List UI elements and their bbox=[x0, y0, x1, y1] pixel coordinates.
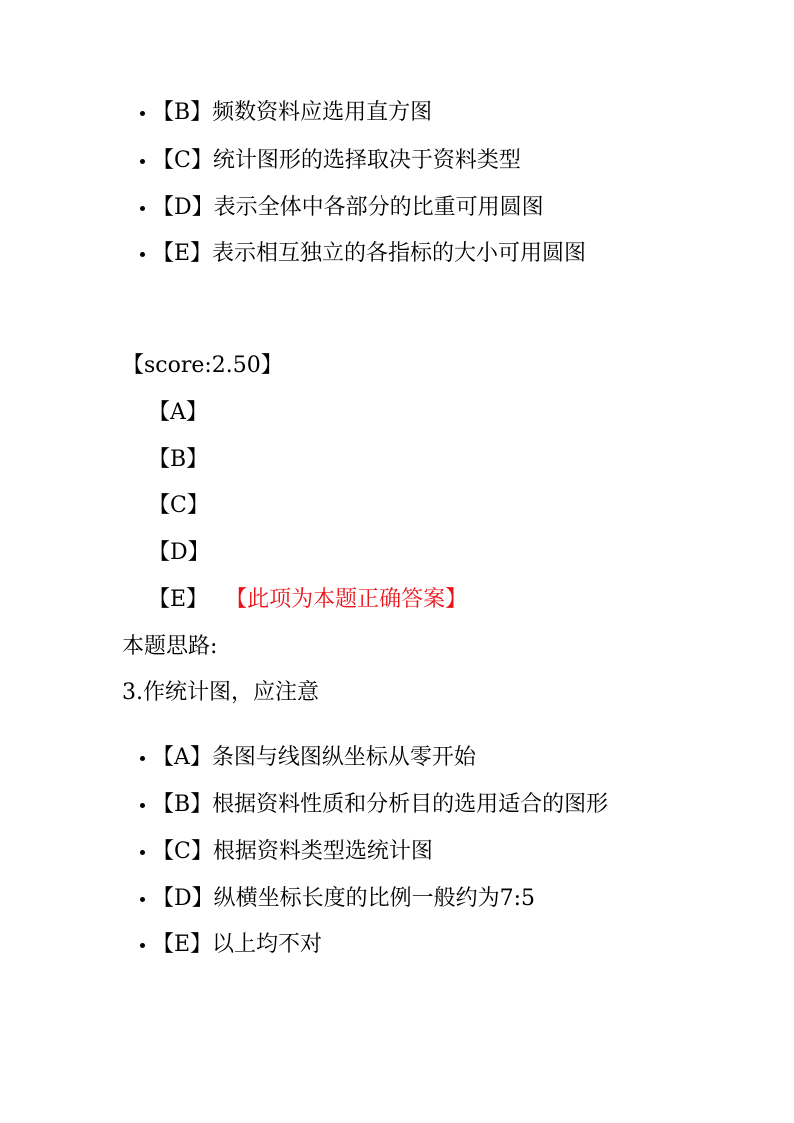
correct-answer-marker: 【此项为本题正确答案】 bbox=[236, 587, 468, 612]
answer-choice-a: 【A】 bbox=[148, 400, 208, 425]
bullet-icon bbox=[140, 159, 145, 164]
option-text: 【B】频数资料应选用直方图 bbox=[152, 100, 433, 125]
option-text: 【E】以上均不对 bbox=[152, 932, 323, 957]
answer-choice-d: 【D】 bbox=[148, 540, 210, 565]
option-text: 【C】根据资料类型选统计图 bbox=[152, 839, 433, 864]
bullet-icon bbox=[140, 850, 145, 855]
answer-choice-c: 【C】 bbox=[148, 493, 209, 518]
option-text: 【E】表示相互独立的各指标的大小可用圆图 bbox=[152, 241, 587, 266]
answer-choice-b: 【B】 bbox=[148, 447, 209, 472]
bullet-icon bbox=[140, 803, 145, 808]
bullet-icon bbox=[140, 252, 145, 257]
bullet-icon bbox=[140, 756, 145, 761]
bullet-icon bbox=[140, 943, 145, 948]
option-text: 【D】纵横坐标长度的比例一般约为7:5 bbox=[152, 886, 536, 911]
option-text: 【A】条图与线图纵坐标从零开始 bbox=[152, 745, 476, 770]
question-stem: 3.作统计图，应注意 bbox=[122, 680, 319, 705]
answer-choice-e-label: 【E】 bbox=[148, 587, 209, 612]
score-label: 【score:2.50】 bbox=[122, 353, 283, 378]
option-text: 【C】统计图形的选择取决于资料类型 bbox=[152, 148, 521, 173]
option-text: 【D】表示全体中各部分的比重可用圆图 bbox=[152, 195, 544, 220]
option-text: 【B】根据资料性质和分析目的选用适合的图形 bbox=[152, 792, 609, 817]
hint-label: 本题思路: bbox=[122, 634, 218, 659]
bullet-icon bbox=[140, 111, 145, 116]
answer-choice-e bbox=[148, 587, 467, 613]
bullet-icon bbox=[140, 206, 145, 211]
bullet-icon bbox=[140, 897, 145, 902]
